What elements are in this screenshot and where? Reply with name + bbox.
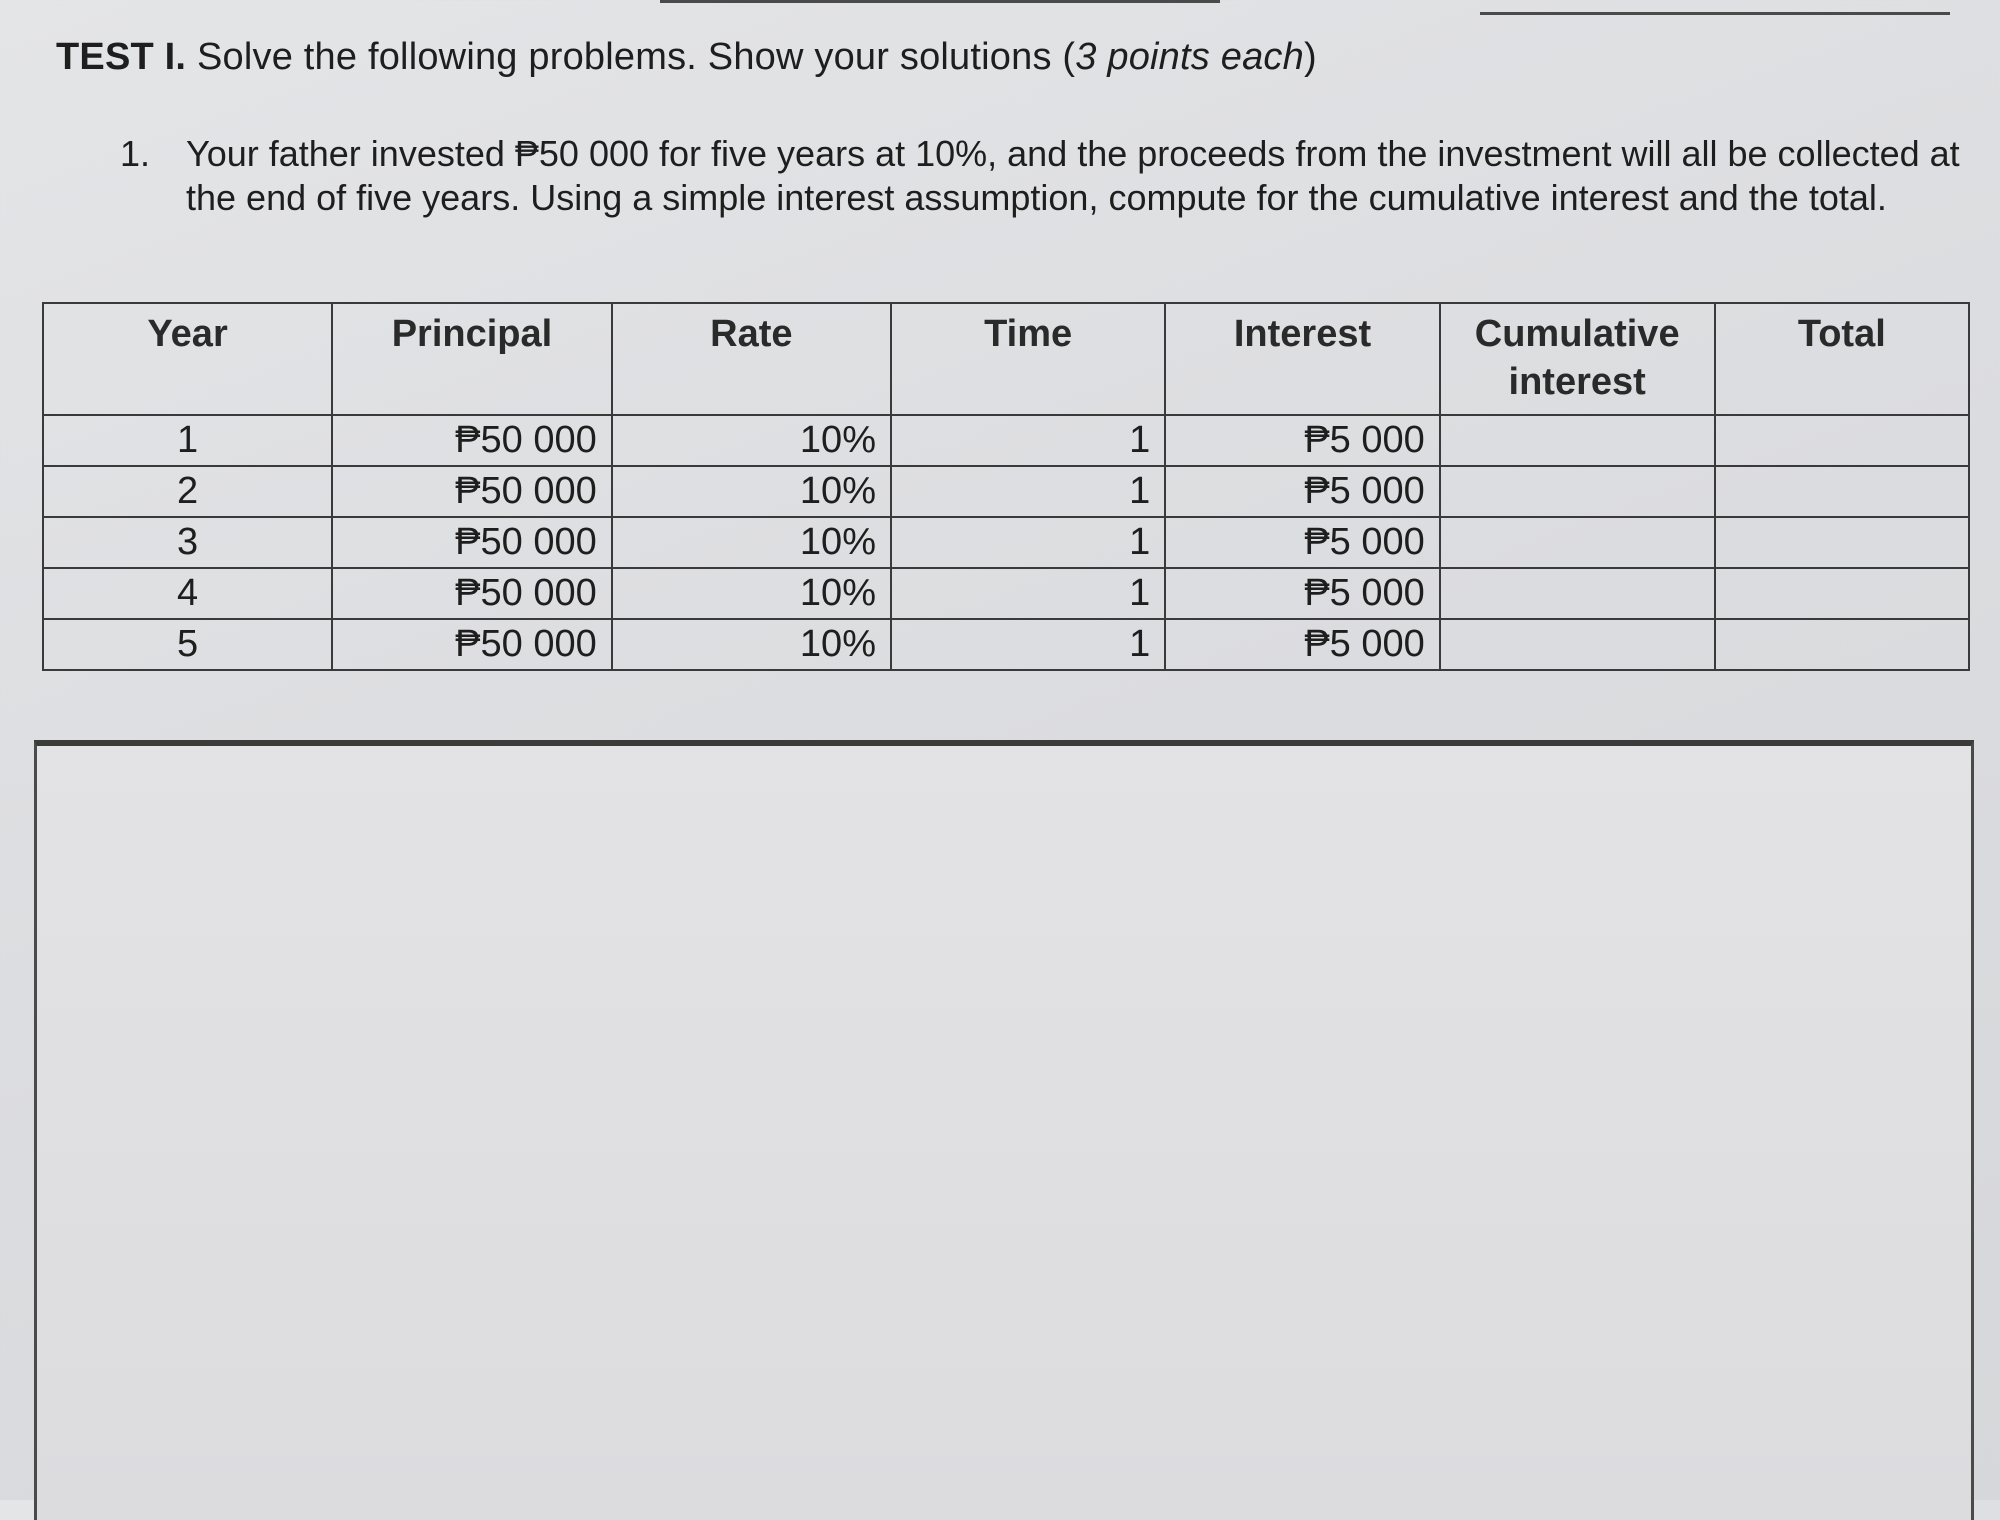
cell-total[interactable] — [1715, 619, 1969, 670]
test-label: TEST I. — [56, 36, 187, 78]
top-underline-right — [1480, 12, 1950, 15]
cell-rate: 10% — [612, 517, 891, 568]
cell-cumulative-interest[interactable] — [1440, 466, 1715, 517]
cell-cumulative-interest[interactable] — [1440, 415, 1715, 466]
cell-principal: ₱50 000 — [332, 415, 612, 466]
top-underline-left — [660, 0, 1220, 3]
test-heading — [56, 36, 1317, 79]
table-row — [43, 568, 1969, 619]
cell-principal: ₱50 000 — [332, 619, 612, 670]
table-row — [43, 517, 1969, 568]
cell-rate: 10% — [612, 466, 891, 517]
solution-box[interactable] — [34, 740, 1974, 1520]
cell-cumulative-interest[interactable] — [1440, 568, 1715, 619]
cell-principal: ₱50 000 — [332, 517, 612, 568]
cell-cumulative-interest[interactable] — [1440, 517, 1715, 568]
problem-1 — [120, 132, 1960, 220]
cell-interest: ₱5 000 — [1165, 619, 1440, 670]
header-total: Total — [1715, 303, 1969, 415]
cell-year: 5 — [43, 619, 332, 670]
cell-total[interactable] — [1715, 568, 1969, 619]
cell-principal: ₱50 000 — [332, 466, 612, 517]
cell-rate: 10% — [612, 568, 891, 619]
header-year: Year — [43, 303, 332, 415]
header-cumulative-interest — [1440, 303, 1715, 415]
cell-rate: 10% — [612, 619, 891, 670]
test-instruction: Solve the following problems. Show your solutions ( — [196, 36, 1076, 78]
cell-year: 1 — [43, 415, 332, 466]
header-interest: Interest — [1165, 303, 1440, 415]
cell-interest: ₱5 000 — [1165, 415, 1440, 466]
header-cumulative-line2: interest — [1508, 361, 1646, 403]
cell-year: 2 — [43, 466, 332, 517]
cell-interest: ₱5 000 — [1165, 568, 1440, 619]
cell-cumulative-interest[interactable] — [1440, 619, 1715, 670]
header-cumulative-line1: Cumulative — [1474, 313, 1680, 355]
cell-time: 1 — [891, 415, 1165, 466]
cell-year: 4 — [43, 568, 332, 619]
cell-time: 1 — [891, 517, 1165, 568]
problem-text: Your father invested ₱50 000 for five years at 10%, and the proceeds from the investment will all be collected at the end of five years. Using a simple interest assumption, compute for the cumulative interest and the total. — [186, 133, 1960, 218]
cell-interest: ₱5 000 — [1165, 466, 1440, 517]
cell-interest: ₱5 000 — [1165, 517, 1440, 568]
cell-principal: ₱50 000 — [332, 568, 612, 619]
header-rate: Rate — [612, 303, 891, 415]
table-header-row — [43, 303, 1969, 415]
cell-total[interactable] — [1715, 466, 1969, 517]
heading-close: ) — [1303, 36, 1317, 78]
cell-year: 3 — [43, 517, 332, 568]
cell-rate: 10% — [612, 415, 891, 466]
points-note: 3 points each — [1075, 36, 1304, 78]
table-row — [43, 619, 1969, 670]
cell-time: 1 — [891, 466, 1165, 517]
problem-number: 1. — [120, 133, 151, 174]
cell-total[interactable] — [1715, 415, 1969, 466]
header-principal: Principal — [332, 303, 612, 415]
table-row — [43, 415, 1969, 466]
cell-total[interactable] — [1715, 517, 1969, 568]
table-row — [43, 466, 1969, 517]
interest-table — [42, 302, 1970, 671]
header-time: Time — [891, 303, 1165, 415]
cell-time: 1 — [891, 568, 1165, 619]
cell-time: 1 — [891, 619, 1165, 670]
